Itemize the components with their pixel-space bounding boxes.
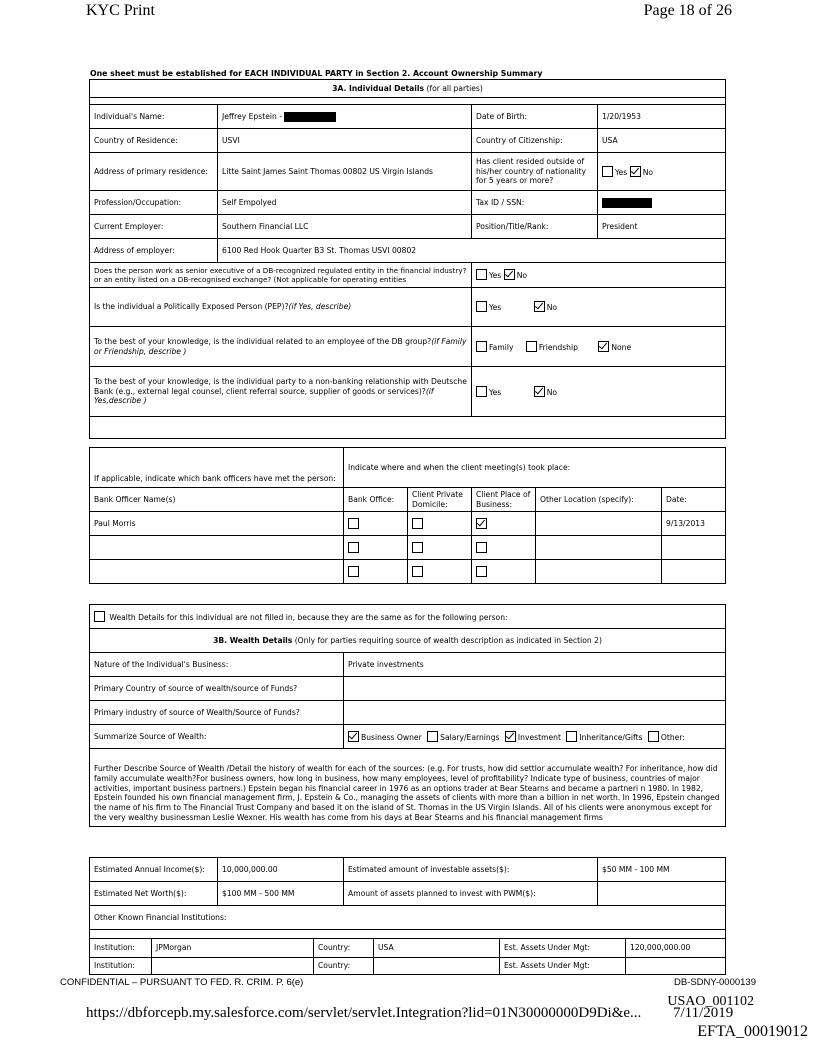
senior-executive-options: Yes No xyxy=(472,263,726,288)
citizenship-label: Country of Citizenship: xyxy=(472,129,598,153)
pep-no-checkbox[interactable] xyxy=(534,301,545,312)
col-client-domicile: Client Private Domicile: xyxy=(408,488,472,512)
citizenship-value: USA xyxy=(598,129,726,153)
table-row xyxy=(90,560,726,584)
institution-country-value: USA xyxy=(374,938,500,957)
officers-label: If applicable, indicate which bank officers have met the person: xyxy=(90,448,344,488)
employer-address-label: Address of employer: xyxy=(90,239,218,263)
bates-number: DB-SDNY-0000139 xyxy=(673,977,756,988)
table-row xyxy=(90,512,726,536)
domicile-checkbox[interactable] xyxy=(412,542,423,553)
summarize-label: Summarize Source of Wealth: xyxy=(90,725,344,749)
nonbank-options: Yes No xyxy=(472,367,726,417)
further-description: Further Describe Source of Wealth /Detail the history of wealth for each of the sources: (e.g. For trusts, how did settlor accumulate wealth? For inheritance, how did family accumulate wealth?For business owners, how long in business, how many employees, level of profitability? Indicate type of business, countries of major activities, important business partners.) Epstein began his financial career in 1976 as an options trader at Bear Stearns and became a partneri n 1980. In 1982, Epstein founded his own financial management firm, J. Epstein & Co., managing the assets of clients with more than a billion in net worth. In 1996, Epstein changed the name of his firm to The Financial Trust Company and based it on the island of St. Thomas in the US Virgin Islands. All of his clients were anonymous except for the very wealthy businessman Leslie Wexner. His wealth has come from his days at Bear Stearns and his financial management firms xyxy=(90,749,726,827)
profession-label: Profession/Occupation: xyxy=(90,191,218,215)
salary-checkbox[interactable] xyxy=(427,731,438,742)
meeting-date-cell: 9/13/2013 xyxy=(662,512,726,536)
pep-options: Yes No xyxy=(472,288,726,327)
taxid-value xyxy=(598,191,726,215)
aum-value: 120,000,000.00 xyxy=(626,938,726,957)
senior-yes-checkbox[interactable] xyxy=(476,269,487,280)
bank-office-checkbox[interactable] xyxy=(348,566,359,577)
nature-value: Private investments xyxy=(344,653,726,677)
instruction-text: One sheet must be established for EACH INDIVIDUAL PARTY in Section 2. Account Ownership Summary xyxy=(90,69,543,78)
networth-value: $100 MM - 500 MM xyxy=(218,882,344,906)
position-label: Position/Title/Rank: xyxy=(472,215,598,239)
bank-office-checkbox[interactable] xyxy=(348,542,359,553)
institution-value: JPMorgan xyxy=(152,938,314,957)
institution-country-label: Country: xyxy=(314,938,374,957)
aum-label: Est. Assets Under Mgt: xyxy=(500,938,626,957)
industry-source-label: Primary industry of source of Wealth/Source of Funds? xyxy=(90,701,344,725)
same-as-checkbox[interactable] xyxy=(94,611,105,622)
redaction-block xyxy=(602,198,652,208)
name-value: Jeffrey Epstein - xyxy=(218,105,472,129)
income-table xyxy=(89,857,726,930)
table-row xyxy=(90,938,726,957)
position-value: President xyxy=(598,215,726,239)
page-number: Page 18 of 26 xyxy=(643,2,732,19)
section-3b-title: 3B. Wealth Details (Only for parties requiring source of wealth description as indicated in Section 2) xyxy=(90,629,726,653)
pwm-label: Amount of assets planned to invest with PWM($): xyxy=(344,882,598,906)
other-checkbox[interactable] xyxy=(648,731,659,742)
nonbank-question: To the best of your knowledge, is the individual party to a non-banking relationship with Deutsche Bank (e.g., external legal counsel, client referral source, supplier of goods or services)?(if Yes,describe ) xyxy=(90,367,472,417)
resided-question: Has client resided outside of his/her country of nationality for 5 years or more? xyxy=(472,153,598,191)
table-row xyxy=(90,536,726,560)
individual-details-table xyxy=(89,79,726,439)
networth-label: Estimated Net Worth($): xyxy=(90,882,218,906)
other-institutions-label: Other Known Financial Institutions: xyxy=(90,906,726,930)
redaction-block xyxy=(284,112,336,122)
senior-executive-question: Does the person work as senior executive of a DB-recognized regulated entity in the financial industry? or an entity listed on a DB-recognised exchange? (Not applicable for operating entities xyxy=(90,263,472,288)
income-label: Estimated Annual Income($): xyxy=(90,858,218,882)
country-source-label: Primary Country of source of wealth/source of Funds? xyxy=(90,677,344,701)
friendship-checkbox[interactable] xyxy=(526,341,537,352)
nonbank-yes-checkbox[interactable] xyxy=(476,386,487,397)
name-label: Individual's Name: xyxy=(90,105,218,129)
efta-number: EFTA_00019012 xyxy=(697,1023,808,1040)
bank-officers-table xyxy=(89,447,726,584)
col-date: Date: xyxy=(662,488,726,512)
business-checkbox[interactable] xyxy=(476,518,487,529)
income-value: 10,000,000.00 xyxy=(218,858,344,882)
institution-country-label: Country: xyxy=(314,957,374,974)
resided-options: Yes No xyxy=(598,153,726,191)
none-checkbox[interactable] xyxy=(598,341,609,352)
residence-label: Country of Residence: xyxy=(90,129,218,153)
investment-checkbox[interactable] xyxy=(505,731,516,742)
print-url[interactable]: https://dbforcepb.my.salesforce.com/servlet/servlet.Integration?lid=01N30000000D9Di&e... xyxy=(86,1005,642,1021)
investable-value: $50 MM - 100 MM xyxy=(598,858,726,882)
col-officer-name: Bank Officer Name(s) xyxy=(90,488,344,512)
related-options: Family Friendship None xyxy=(472,327,726,367)
col-other-location: Other Location (specify): xyxy=(536,488,662,512)
taxid-label: Tax ID / SSN: xyxy=(472,191,598,215)
table-row xyxy=(90,957,726,974)
business-checkbox[interactable] xyxy=(476,542,487,553)
pep-yes-checkbox[interactable] xyxy=(476,301,487,312)
pep-question: Is the individual a Politically Exposed Person (PEP)?(if Yes, describe) xyxy=(90,288,472,327)
same-as-row: Wealth Details for this individual are not filled in, because they are the same as for the following person: xyxy=(90,605,726,629)
employer-value: Southern Financial LLC xyxy=(218,215,472,239)
institution-label: Institution: xyxy=(90,957,152,974)
print-date: 7/11/2019 xyxy=(673,1005,734,1021)
aum-label: Est. Assets Under Mgt: xyxy=(500,957,626,974)
resided-no-checkbox[interactable] xyxy=(630,166,641,177)
officer-name-cell: Paul Morris xyxy=(90,512,344,536)
meeting-label: Indicate where and when the client meeting(s) took place: xyxy=(344,448,726,488)
investable-label: Estimated amount of investable assets($): xyxy=(344,858,598,882)
institution-label: Institution: xyxy=(90,938,152,957)
employer-label: Current Employer: xyxy=(90,215,218,239)
dob-value: 1/20/1953 xyxy=(598,105,726,129)
resided-yes-checkbox[interactable] xyxy=(602,166,613,177)
residence-value: USVI xyxy=(218,129,472,153)
address-label: Address of primary residence: xyxy=(90,153,218,191)
bank-office-checkbox[interactable] xyxy=(348,518,359,529)
related-question: To the best of your knowledge, is the individual related to an employee of the DB group?(if Family or Friendship, describe ) xyxy=(90,327,472,367)
business-checkbox[interactable] xyxy=(476,566,487,577)
nature-label: Nature of the Individual's Business: xyxy=(90,653,344,677)
domicile-checkbox[interactable] xyxy=(412,566,423,577)
senior-no-checkbox[interactable] xyxy=(504,269,515,280)
usao-number: USAO_001102 xyxy=(667,994,754,1009)
dob-label: Date of Birth: xyxy=(472,105,598,129)
inheritance-checkbox[interactable] xyxy=(566,731,577,742)
wealth-details-table xyxy=(89,604,726,827)
domicile-checkbox[interactable] xyxy=(412,518,423,529)
col-bank-office: Bank Office: xyxy=(344,488,408,512)
institutions-table xyxy=(89,930,726,975)
employer-address-value: 6100 Red Hook Quarter B3 St. Thomas USVI 00802 xyxy=(218,239,726,263)
family-checkbox[interactable] xyxy=(476,341,487,352)
nonbank-no-checkbox[interactable] xyxy=(534,386,545,397)
address-value: Litte Saint James Saint Thomas 00802 US Virgin Islands xyxy=(218,153,472,191)
wealth-source-options: Business Owner Salary/Earnings Investment Inheritance/Gifts Other: xyxy=(344,725,726,749)
business-owner-checkbox[interactable] xyxy=(348,731,359,742)
confidential-footer: CONFIDENTIAL – PURSUANT TO FED. R. CRIM. P. 6(e) xyxy=(60,977,304,988)
section-3a-title: 3A. Individual Details (for all parties) xyxy=(90,80,726,98)
print-header-left: KYC Print xyxy=(86,2,155,19)
col-client-business: Client Place of Business: xyxy=(472,488,536,512)
profession-value: Self Empolyed xyxy=(218,191,472,215)
